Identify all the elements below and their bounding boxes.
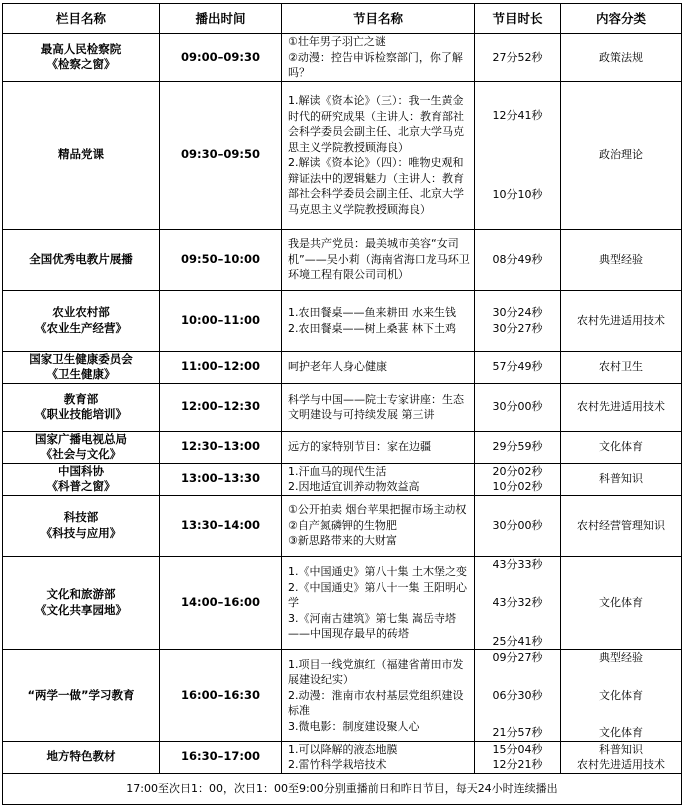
category-cell <box>561 351 682 383</box>
program-name-cell-line: 1.可以降解的液态地膜 <box>288 742 398 756</box>
schedule-row <box>3 463 682 495</box>
column-name-cell-line: 中国科协 <box>58 463 104 478</box>
duration-cell-line: 57分49秒 <box>492 360 543 374</box>
column-name-cell-line: 全国优秀电教片展播 <box>29 251 133 266</box>
column-name-cell <box>3 290 160 351</box>
category-cell <box>561 463 682 495</box>
duration-cell-line: 30分00秒 <box>492 518 543 532</box>
duration-cell-line: 12分41秒 <box>492 109 543 122</box>
schedule-row <box>3 650 682 742</box>
program-name-cell <box>282 463 475 495</box>
category-cell-line: 农村先进适用技术 <box>577 758 665 771</box>
schedule-table <box>2 3 682 805</box>
program-name-cell-line: 远方的家特别节目：家在边疆 <box>288 440 431 454</box>
air-time-cell: 13:00–13:30 <box>160 463 282 495</box>
category-cell <box>561 34 682 82</box>
category-cell-line: 农村卫生 <box>599 360 643 374</box>
category-cell-line: 典型经验 <box>599 651 643 664</box>
schedule-row <box>3 81 682 229</box>
program-name-cell-line: 2.农田餐桌——树上桑葚 林下土鸡 <box>288 321 456 335</box>
footer-row <box>3 773 682 804</box>
schedule-table-wrapper <box>2 3 682 805</box>
column-name-cell-line: 文化和旅游部 <box>46 587 116 602</box>
column-name-cell-line: 《科普之窗》 <box>46 479 116 493</box>
program-name-cell <box>282 290 475 351</box>
program-name-cell-line: 2.因地适宜训养动物效益高 <box>288 480 420 493</box>
program-name-cell-line: 1.农田餐桌——鱼来耕田 水来生钱 <box>288 306 456 319</box>
category-cell-line: 文化体育 <box>599 440 643 454</box>
program-name-cell <box>282 556 475 650</box>
program-name-cell <box>282 650 475 742</box>
duration-cell <box>475 81 561 229</box>
program-name-cell-line: 科学与中国——院士专家讲座：生态文明建设与可持续发展 第三讲 <box>288 392 464 421</box>
category-cell <box>561 431 682 463</box>
air-time-cell: 13:30–14:00 <box>160 495 282 556</box>
duration-cell <box>475 229 561 290</box>
column-name-cell-line: 《科技与应用》 <box>40 525 122 540</box>
schedule-row <box>3 495 682 556</box>
column-name-cell-line: 地方特色教材 <box>46 749 116 764</box>
category-cell <box>561 495 682 556</box>
category-cell-line: 科普知识 <box>599 472 643 486</box>
program-name-cell-line: 1.汗血马的现代生活 <box>288 464 387 478</box>
program-name-cell-line: ①公开拍卖 烟台苹果把握市场主动权 <box>288 503 467 517</box>
duration-cell-line: 30分27秒 <box>492 321 543 335</box>
column-name-cell-line: 《文化共享园地》 <box>35 602 127 617</box>
column-name-cell <box>3 383 160 431</box>
category-cell-line: 典型经验 <box>599 252 643 266</box>
schedule-row <box>3 351 682 383</box>
program-name-cell <box>282 383 475 431</box>
program-name-cell-line: ①壮年男子羽亡之谜 <box>288 35 386 48</box>
column-name-cell <box>3 81 160 229</box>
column-name-cell <box>3 495 160 556</box>
program-name-cell <box>282 81 475 229</box>
column-name-cell-line: 《检察之窗》 <box>46 57 116 72</box>
schedule-row <box>3 431 682 463</box>
program-name-cell-line: 2.雷竹科学栽培技术 <box>288 758 387 771</box>
header-row <box>3 4 682 34</box>
program-name-cell-line: 1.项目一线党旗红（福建省莆田市发展建设纪实） <box>288 657 464 686</box>
air-time-cell: 10:00–11:00 <box>160 290 282 351</box>
air-time-cell: 09:50–10:00 <box>160 229 282 290</box>
program-name-cell-line: 3.微电影：制度建设聚人心 <box>288 719 420 733</box>
duration-cell <box>475 431 561 463</box>
category-cell-line: 政治理论 <box>599 148 643 162</box>
duration-cell-line: 08分49秒 <box>492 252 543 266</box>
program-name-cell-line: 1.解读《资本论》（三）：我一生黄金时代的研究成果（主讲人：教育部社会科学委员会副主任、北京大学马克思主义学院教授顾海良） <box>288 94 464 154</box>
schedule-row <box>3 383 682 431</box>
category-cell-line: 科普知识 <box>599 742 643 756</box>
duration-cell-line: 09分27秒 <box>492 651 543 664</box>
column-name-cell-line: 科技部 <box>63 510 99 524</box>
column-name-cell-line: 精品党课 <box>58 147 104 162</box>
category-cell <box>561 556 682 650</box>
air-time-cell: 14:00–16:00 <box>160 556 282 650</box>
schedule-row <box>3 229 682 290</box>
duration-cell-line: 06分30秒 <box>492 688 543 702</box>
duration-cell-line: 25分41秒 <box>492 634 543 648</box>
schedule-row <box>3 34 682 82</box>
column-name-cell <box>3 229 160 290</box>
duration-cell <box>475 383 561 431</box>
category-cell <box>561 741 682 773</box>
column-name-cell <box>3 463 160 495</box>
air-time-cell: 12:30–13:00 <box>160 431 282 463</box>
duration-cell-line: 21分57秒 <box>492 726 543 739</box>
air-time-cell: 16:00–16:30 <box>160 650 282 742</box>
program-name-cell <box>282 229 475 290</box>
duration-cell <box>475 34 561 82</box>
duration-cell-line: 43分33秒 <box>492 557 543 571</box>
category-cell-line: 文化体育 <box>599 726 643 739</box>
program-name-cell-line: ③新思路带来的大财富 <box>288 534 397 548</box>
program-name-cell-line: 2.《中国通史》第八十一集 王阳明心学 <box>288 580 467 609</box>
duration-cell <box>475 463 561 495</box>
column-name-cell-line: 《社会与文化》 <box>40 447 122 461</box>
column-name-cell-line: 国家卫生健康委员会 <box>29 351 133 366</box>
program-name-cell-line: 2.动漫：淮南市农村基层党组织建设标准 <box>288 688 464 717</box>
duration-cell-line: 10分02秒 <box>492 480 543 493</box>
column-name-cell <box>3 431 160 463</box>
column-name-cell-line: 国家广播电视总局 <box>35 431 127 446</box>
column-name-cell <box>3 34 160 82</box>
program-name-cell <box>282 741 475 773</box>
column-name-cell <box>3 556 160 650</box>
header-duration: 节目时长 <box>475 4 561 34</box>
duration-cell <box>475 556 561 650</box>
duration-cell-line: 10分10秒 <box>492 187 543 201</box>
header-program-name: 节目名称 <box>282 4 475 34</box>
air-time-cell: 16:30–17:00 <box>160 741 282 773</box>
column-name-cell <box>3 351 160 383</box>
duration-cell <box>475 741 561 773</box>
column-name-cell-line: “两学一做”学习教育 <box>27 687 135 702</box>
category-cell-line: 政策法规 <box>599 50 643 64</box>
schedule-row <box>3 556 682 650</box>
air-time-cell: 12:00–12:30 <box>160 383 282 431</box>
schedule-row <box>3 290 682 351</box>
program-name-cell-line: 我是共产党员：最美城市美容“女司机”——吴小莉（海南省海口龙马环卫环境工程有限公司司机） <box>288 237 470 282</box>
program-name-cell-line: ②动漫：控告申诉检察部门，你了解吗？ <box>288 50 463 79</box>
column-name-cell <box>3 741 160 773</box>
program-name-cell <box>282 34 475 82</box>
column-name-cell-line: 《卫生健康》 <box>46 367 116 381</box>
schedule-row <box>3 741 682 773</box>
category-cell <box>561 383 682 431</box>
duration-cell <box>475 290 561 351</box>
duration-cell-line: 27分52秒 <box>492 50 543 64</box>
duration-cell <box>475 495 561 556</box>
program-name-cell-line: 2.解读《资本论》（四）：唯物史观和辩证法中的逻辑魅力（主讲人：教育部社会科学委员会副主任、北京大学马克思主义学院教授顾海良） <box>288 156 464 216</box>
duration-cell-line: 29分59秒 <box>492 440 543 454</box>
duration-cell <box>475 351 561 383</box>
category-cell-line: 农村先进适用技术 <box>577 313 665 327</box>
air-time-cell: 09:30–09:50 <box>160 81 282 229</box>
header-category: 内容分类 <box>561 4 682 34</box>
program-name-cell <box>282 431 475 463</box>
program-name-cell-line: 呵护老年人身心健康 <box>288 360 387 374</box>
column-name-cell-line: 农业农村部 <box>52 305 110 319</box>
category-cell <box>561 81 682 229</box>
schedule-body <box>3 34 682 774</box>
duration-cell-line: 30分00秒 <box>492 400 543 414</box>
program-name-cell <box>282 495 475 556</box>
column-name-cell <box>3 650 160 742</box>
category-cell <box>561 650 682 742</box>
column-name-cell-line: 《职业技能培训》 <box>35 407 127 421</box>
column-name-cell-line: 教育部 <box>63 391 99 406</box>
duration-cell-line: 12分21秒 <box>492 758 543 771</box>
category-cell-line: 文化体育 <box>599 596 643 609</box>
category-cell-line: 文化体育 <box>599 688 643 702</box>
air-time-cell: 09:00–09:30 <box>160 34 282 82</box>
column-name-cell-line: 最高人民检察院 <box>40 41 122 56</box>
category-cell-line: 农村经营管理知识 <box>577 518 665 532</box>
category-cell <box>561 229 682 290</box>
header-air-time: 播出时间 <box>160 4 282 34</box>
program-name-cell-line: 3.《河南古建筑》第七集 嵩岳寺塔——中国现存最早的砖塔 <box>288 611 456 640</box>
duration-cell-line: 15分04秒 <box>492 742 543 756</box>
category-cell <box>561 290 682 351</box>
duration-cell-line: 43分32秒 <box>492 596 543 609</box>
category-cell-line: 农村先进适用技术 <box>577 400 665 414</box>
program-name-cell-line: 1.《中国通史》第八十集 土木堡之变 <box>288 565 467 578</box>
duration-cell <box>475 650 561 742</box>
duration-cell-line: 20分02秒 <box>492 464 543 478</box>
program-name-cell <box>282 351 475 383</box>
column-name-cell-line: 《农业生产经营》 <box>35 320 127 335</box>
air-time-cell: 11:00–12:00 <box>160 351 282 383</box>
footer-note: 17:00至次日1：00，次日1：00至9:00分别重播前日和昨日节目，每天24小时连续播出 <box>3 773 682 804</box>
program-name-cell-line: ②自产氮磷钾的生物肥 <box>288 518 397 532</box>
header-column-name: 栏目名称 <box>3 4 160 34</box>
duration-cell-line: 30分24秒 <box>492 306 543 319</box>
